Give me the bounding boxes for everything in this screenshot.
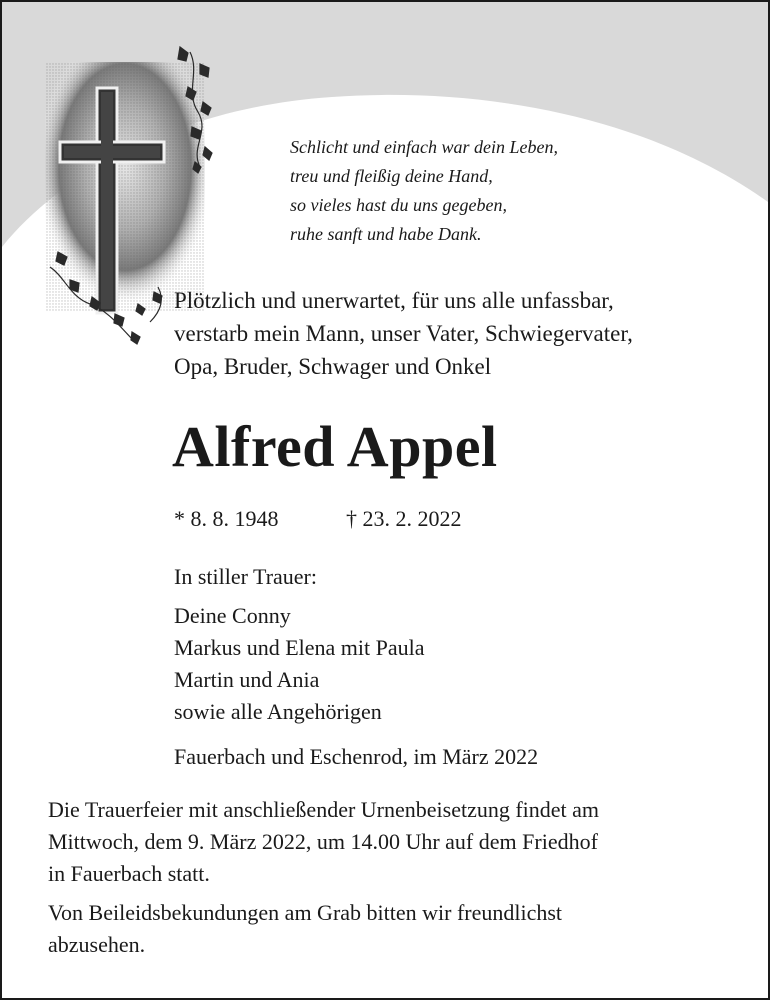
death-announcement-intro [174, 284, 633, 383]
place-and-date: Fauerbach und Eschenrod, im März 2022 [174, 744, 539, 769]
mourner-name: Martin und Ania [174, 667, 320, 692]
funeral-line: in Fauerbach statt. [48, 861, 210, 886]
intro-line: Plötzlich und unerwartet, für uns alle unfassbar, [174, 288, 614, 313]
mourning-label: In stiller Trauer: [174, 564, 317, 589]
funeral-line: Die Trauerfeier mit anschließender Urnenbeisetzung findet am [48, 797, 600, 822]
birth-date: * 8. 8. 1948 [174, 506, 279, 531]
mourner-name: Markus und Elena mit Paula [174, 635, 425, 660]
condolence-line: abzusehen. [48, 932, 146, 957]
mourner-name: Deine Conny [174, 603, 291, 628]
mourners-list [174, 600, 425, 728]
funeral-details [48, 794, 599, 890]
poem-line: so vieles hast du uns gegeben, [290, 195, 507, 215]
funeral-line: Mittwoch, dem 9. März 2022, um 14.00 Uhr auf dem Friedhof [48, 829, 598, 854]
intro-line: Opa, Bruder, Schwager und Onkel [174, 354, 492, 379]
intro-line: verstarb mein Mann, unser Vater, Schwiegervater, [174, 321, 633, 346]
poem-line: treu und fleißig deine Hand, [290, 166, 493, 186]
mourner-name: sowie alle Angehörigen [174, 699, 382, 724]
poem-line: Schlicht und einfach war dein Leben, [290, 137, 558, 157]
condolence-line: Von Beileidsbekundungen am Grab bitten wir freundlichst [48, 900, 563, 925]
poem-line: ruhe sanft und habe Dank. [290, 224, 482, 244]
condolence-note [48, 897, 562, 961]
cross-halo-dither [45, 62, 205, 312]
poem [290, 133, 558, 249]
death-date: † 23. 2. 2022 [346, 506, 462, 531]
deceased-name: Alfred Appel [172, 414, 498, 479]
